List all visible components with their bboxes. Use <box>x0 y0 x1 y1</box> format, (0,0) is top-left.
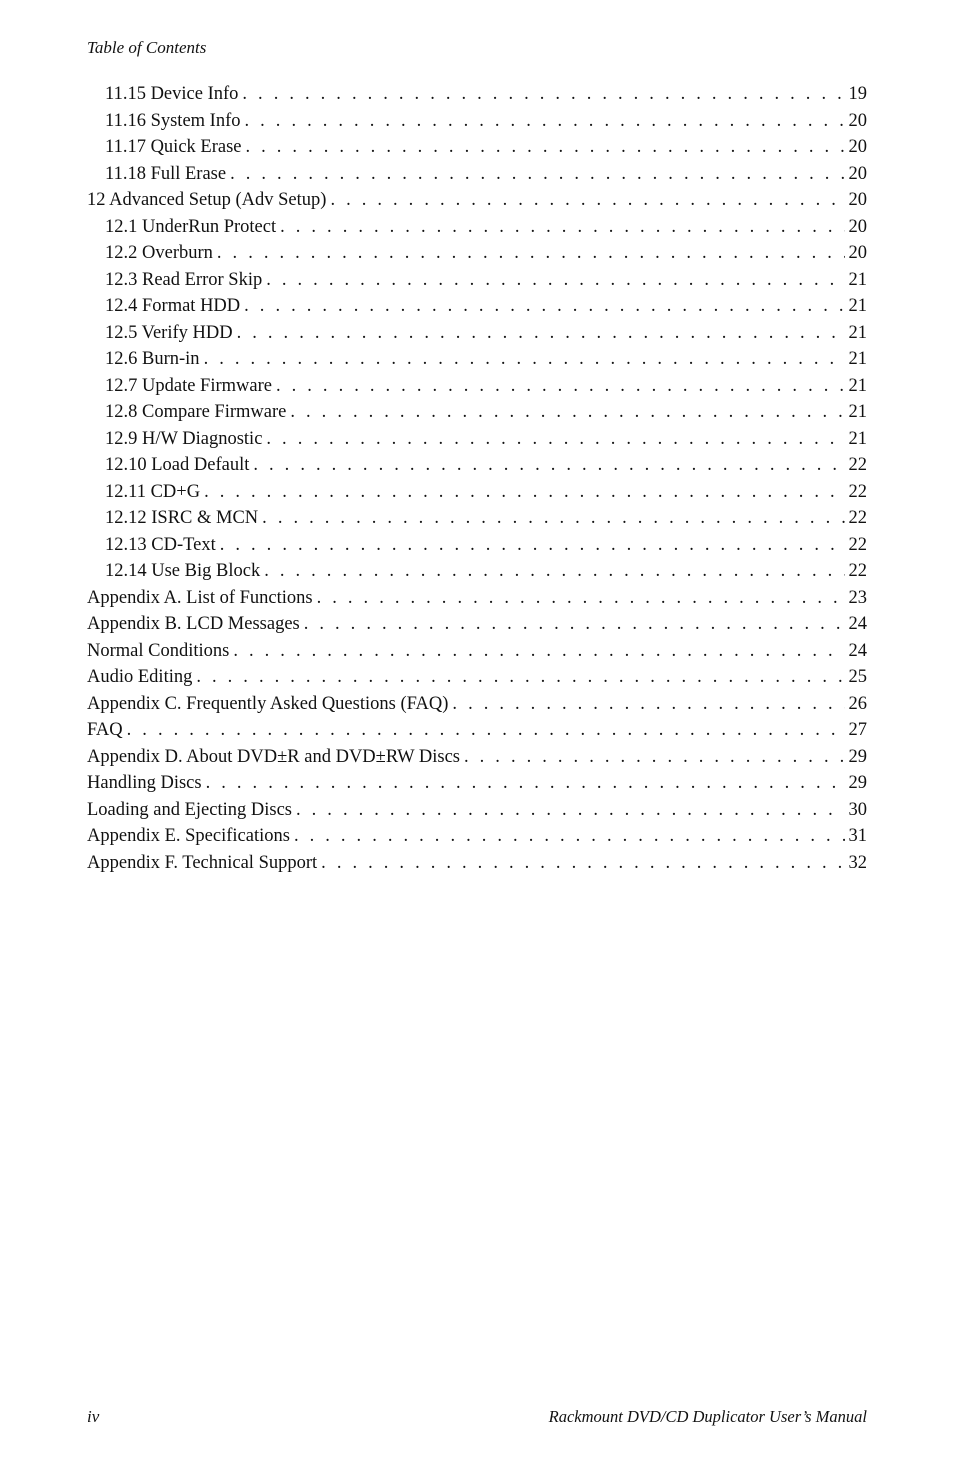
toc-entry-page: 22 <box>848 481 867 502</box>
toc-entry-page: 29 <box>848 746 867 767</box>
toc-entry-label: 12.8 Compare Firmware <box>105 402 287 422</box>
dot-leader <box>264 558 844 585</box>
toc-entry[interactable] <box>87 770 867 797</box>
toc-entry-page: 23 <box>848 587 867 608</box>
dot-leader <box>206 770 845 797</box>
dot-leader <box>330 187 844 214</box>
toc-entry[interactable] <box>87 320 867 347</box>
toc-entry[interactable] <box>87 797 867 824</box>
toc-entry-page: 21 <box>848 322 867 343</box>
toc-entry[interactable] <box>87 532 867 559</box>
toc-entry[interactable] <box>87 664 867 691</box>
footer-page-number: iv <box>87 1407 100 1426</box>
toc-entry-label: 12.10 Load Default <box>105 455 250 475</box>
toc-entry[interactable] <box>87 293 867 320</box>
toc-entry-page: 24 <box>848 640 867 661</box>
dot-leader <box>244 293 844 320</box>
dot-leader <box>237 320 845 347</box>
toc-entry[interactable] <box>87 81 867 108</box>
toc-entry-label: FAQ <box>87 720 123 740</box>
toc-entry[interactable] <box>87 187 867 214</box>
toc-entry[interactable] <box>87 611 867 638</box>
running-header: Table of Contents <box>87 38 207 57</box>
toc-entry-page: 20 <box>848 163 867 184</box>
toc-entry-page: 30 <box>848 799 867 820</box>
toc-entry[interactable] <box>87 717 867 744</box>
toc-entry-page: 22 <box>848 534 867 555</box>
toc-entry[interactable] <box>87 505 867 532</box>
dot-leader <box>290 399 844 426</box>
toc-entry-label: 11.17 Quick Erase <box>105 137 242 157</box>
table-of-contents <box>87 81 867 876</box>
toc-entry[interactable] <box>87 346 867 373</box>
toc-entry-label: 12.6 Burn-in <box>105 349 200 369</box>
toc-entry-label: 12.11 CD+G <box>105 481 201 502</box>
toc-entry-label: 11.15 Device Info <box>105 84 239 104</box>
dot-leader <box>266 426 844 453</box>
toc-entry-label: Appendix F. Technical Support <box>87 852 318 873</box>
dot-leader <box>317 585 845 612</box>
toc-entry-label: Appendix C. Frequently Asked Questions (FAQ) <box>87 693 449 714</box>
toc-entry-label: 12.9 H/W Diagnostic <box>105 428 263 449</box>
dot-leader <box>266 267 844 294</box>
dot-leader <box>321 850 844 877</box>
toc-entry-label: 12.5 Verify HDD <box>105 322 233 343</box>
toc-entry-page: 20 <box>848 243 867 263</box>
toc-entry-label: 12.14 Use Big Block <box>105 561 261 581</box>
dot-leader <box>220 532 845 559</box>
toc-entry-page: 26 <box>848 693 867 714</box>
toc-entry[interactable] <box>87 585 867 612</box>
dot-leader <box>217 240 845 267</box>
dot-leader <box>452 691 844 718</box>
toc-entry-page: 32 <box>848 852 867 873</box>
toc-entry-page: 20 <box>848 190 867 210</box>
toc-entry-page: 22 <box>848 455 867 475</box>
toc-entry[interactable] <box>87 108 867 135</box>
toc-entry-label: Audio Editing <box>87 667 193 687</box>
toc-entry-page: 21 <box>848 269 867 290</box>
toc-entry-page: 22 <box>848 561 867 581</box>
toc-entry[interactable] <box>87 850 867 877</box>
toc-entry-label: Normal Conditions <box>87 640 230 661</box>
toc-entry-label: 12.1 UnderRun Protect <box>105 216 277 237</box>
footer-manual-title: Rackmount DVD/CD Duplicator User’s Manual <box>548 1407 867 1426</box>
toc-entry-page: 21 <box>848 296 867 316</box>
dot-leader <box>296 797 845 824</box>
dot-leader <box>253 452 844 479</box>
dot-leader <box>262 505 844 532</box>
toc-entry-page: 21 <box>848 428 867 449</box>
toc-entry-label: 12.3 Read Error Skip <box>105 269 263 290</box>
toc-entry-label: Loading and Ejecting Discs <box>87 799 292 820</box>
toc-entry-page: 20 <box>848 137 867 157</box>
toc-entry-page: 21 <box>848 349 867 369</box>
toc-entry-page: 19 <box>848 84 867 104</box>
toc-entry-label: 12.12 ISRC & MCN <box>105 508 259 528</box>
dot-leader <box>204 479 844 506</box>
toc-entry-label: Appendix D. About DVD±R and DVD±RW Discs <box>87 746 460 767</box>
toc-entry-label: Appendix E. Specifications <box>87 826 290 846</box>
dot-leader <box>230 161 844 188</box>
dot-leader <box>233 638 844 665</box>
toc-entry-label: 12.4 Format HDD <box>105 296 241 316</box>
toc-entry-label: 12.7 Update Firmware <box>105 375 272 396</box>
toc-entry[interactable] <box>87 479 867 506</box>
toc-entry-page: 20 <box>848 216 867 237</box>
toc-entry[interactable] <box>87 267 867 294</box>
toc-entry[interactable] <box>87 134 867 161</box>
toc-entry-label: 12.13 CD-Text <box>105 534 216 555</box>
dot-leader <box>242 81 844 108</box>
dot-leader <box>464 744 845 771</box>
toc-entry-page: 27 <box>848 720 867 740</box>
toc-entry-page: 31 <box>848 826 867 846</box>
dot-leader <box>294 823 845 850</box>
toc-entry-page: 29 <box>848 773 867 793</box>
dot-leader <box>280 214 844 241</box>
dot-leader <box>276 373 845 400</box>
toc-entry[interactable] <box>87 452 867 479</box>
toc-entry[interactable] <box>87 399 867 426</box>
toc-entry-page: 20 <box>848 110 867 131</box>
toc-entry[interactable] <box>87 161 867 188</box>
toc-entry[interactable] <box>87 240 867 267</box>
toc-entry-page: 24 <box>848 614 867 634</box>
dot-leader <box>245 134 844 161</box>
dot-leader <box>304 611 845 638</box>
toc-entry-page: 25 <box>848 667 867 687</box>
toc-entry-page: 22 <box>848 508 867 528</box>
dot-leader <box>127 717 845 744</box>
toc-entry[interactable] <box>87 426 867 453</box>
dot-leader <box>196 664 844 691</box>
toc-entry[interactable] <box>87 638 867 665</box>
dot-leader <box>245 108 845 135</box>
toc-entry[interactable] <box>87 214 867 241</box>
toc-entry-label: 12.2 Overburn <box>105 243 213 263</box>
toc-entry[interactable] <box>87 744 867 771</box>
toc-entry-label: Appendix B. LCD Messages <box>87 614 300 634</box>
toc-entry[interactable] <box>87 558 867 585</box>
dot-leader <box>204 346 845 373</box>
toc-entry[interactable] <box>87 691 867 718</box>
toc-entry-label: 11.18 Full Erase <box>105 163 227 184</box>
toc-entry-page: 21 <box>848 375 867 396</box>
toc-entry-label: 12 Advanced Setup (Adv Setup) <box>87 190 327 210</box>
toc-entry-page: 21 <box>848 402 867 422</box>
toc-entry[interactable] <box>87 373 867 400</box>
toc-entry-label: 11.16 System Info <box>105 110 241 131</box>
toc-entry[interactable] <box>87 823 867 850</box>
toc-entry-label: Appendix A. List of Functions <box>87 587 313 608</box>
toc-entry-label: Handling Discs <box>87 773 202 793</box>
